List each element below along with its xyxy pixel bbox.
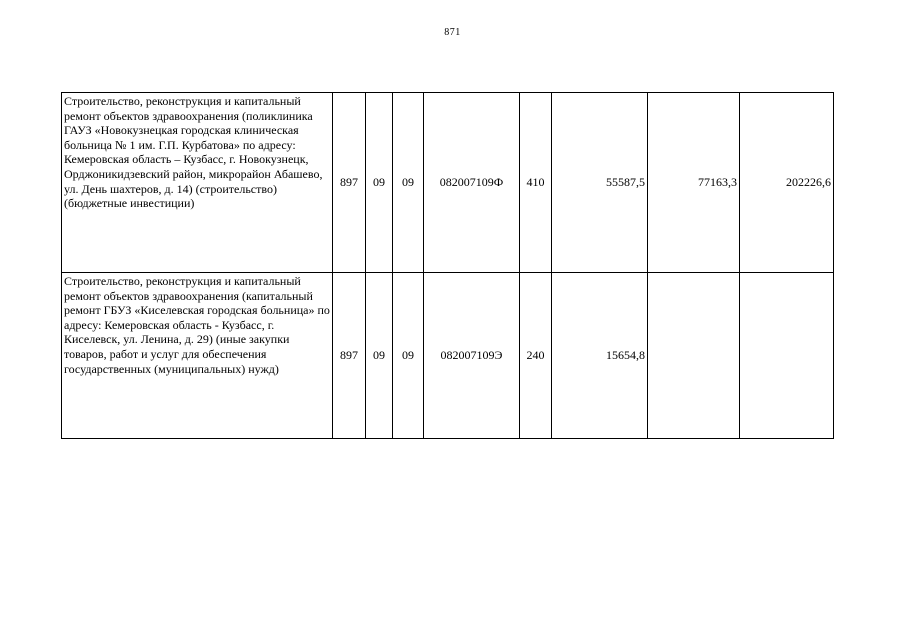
sum-year1: 15654,8 [552,273,648,439]
sum-year2: 77163,3 [648,93,740,273]
sum-year3 [740,273,834,439]
page-number: 871 [444,27,461,38]
sum-year2 [648,273,740,439]
sum-year3: 202226,6 [740,93,834,273]
target-article-code: 082007109Ф [424,93,520,273]
table-row [62,93,834,273]
sum-year1: 55587,5 [552,93,648,273]
expense-type-code: 240 [520,273,552,439]
row-description: Строительство, реконструкция и капитальный ремонт объектов здравоохранения (капитальный ремонт ГБУЗ «Киселевская городская больница» по адресу: Кемеровская область - Кузбасс, г. Киселевск, ул. Ленина, д. 29) (иные закупки товаров, работ и услуг для обеспечения государственных (муниципальных) нужд) [62,273,333,439]
budget-table [61,92,834,439]
ministry-code: 897 [333,93,366,273]
target-article-code: 082007109Э [424,273,520,439]
subsection-code: 09 [393,93,424,273]
subsection-code: 09 [393,273,424,439]
row-description: Строительство, реконструкция и капитальный ремонт объектов здравоохранения (поликлиника ГАУЗ «Новокузнецкая городская клиническая больница № 1 им. Г.П. Курбатова» по адресу: Кемеровская область – Кузбасс, г. Новокузнецк, Орджоникидзевский район, микрорайон Абашево, ул. День шахтеров, д. 14) (строительство) (бюджетные инвестиции) [62,93,333,273]
section-code: 09 [366,93,393,273]
section-code: 09 [366,273,393,439]
table-row [62,273,834,439]
ministry-code: 897 [333,273,366,439]
expense-type-code: 410 [520,93,552,273]
